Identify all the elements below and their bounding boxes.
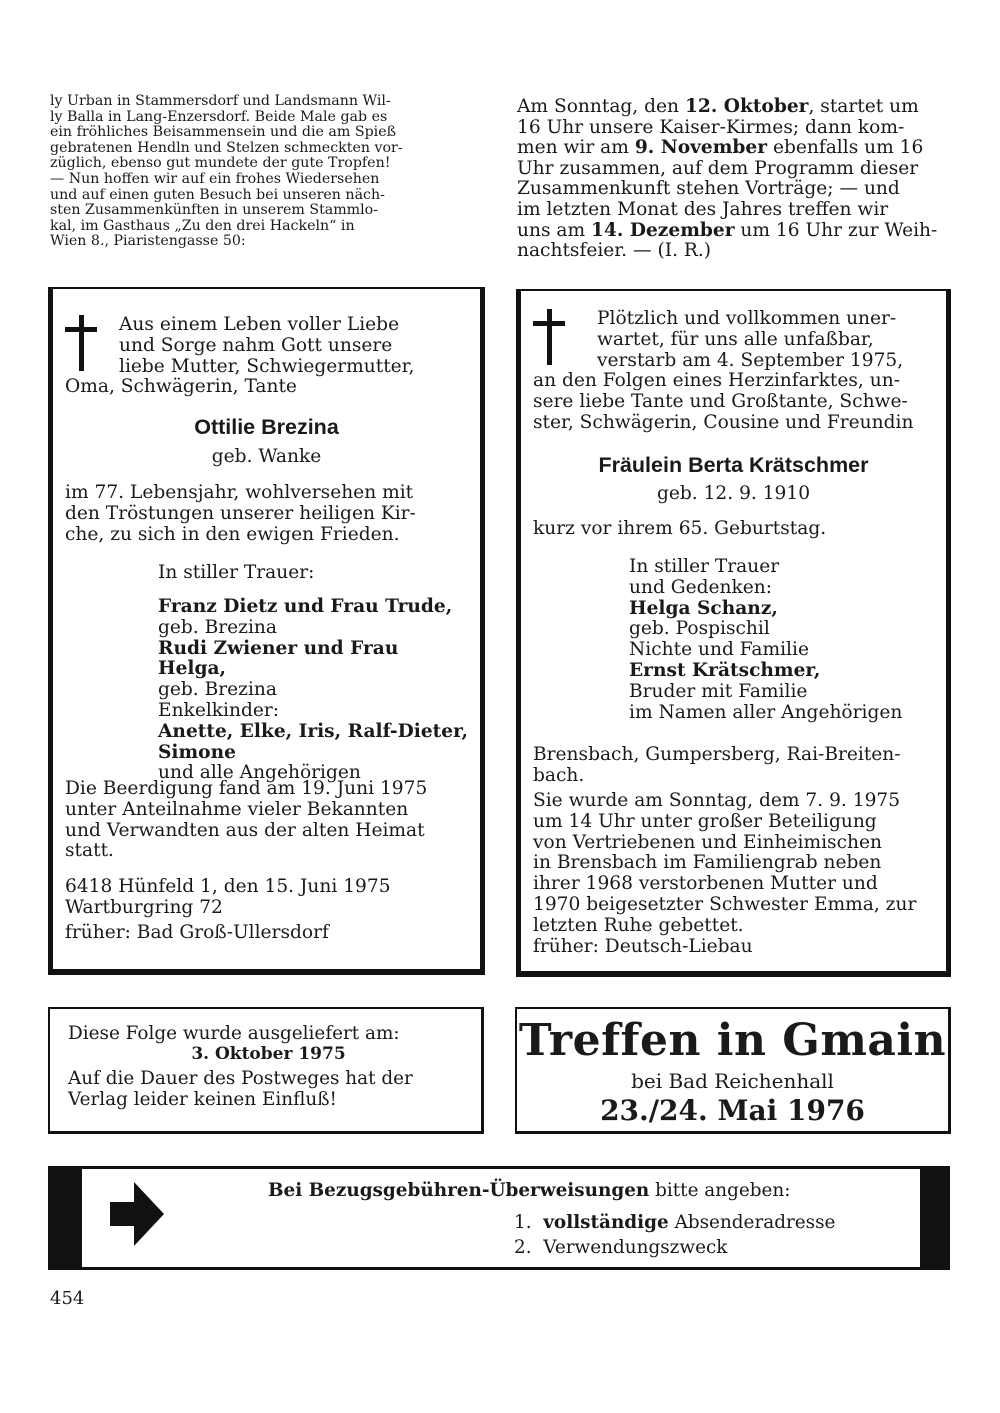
page-number: 454 [50, 1288, 85, 1309]
mourner-line: geb. Brezina [158, 616, 277, 638]
intro-line: wartet, für uns alle unfaßbar, [597, 328, 874, 350]
text-line: im letzten Monat des Jahres treffen wir [517, 198, 889, 220]
deceased-name: Ottilie Brezina [194, 415, 339, 439]
intro-line: liebe Mutter, Schwiegermutter, [119, 355, 415, 377]
mourner-line: Nichte und Familie [629, 639, 809, 661]
divider [48, 1267, 950, 1270]
text-line: Uhr zusammen, auf dem Programm dieser [517, 157, 919, 179]
mourner-line: In stiller Trauer [629, 556, 780, 577]
event-notice [515, 1007, 951, 1134]
maiden-name: geb. Wanke [211, 446, 322, 467]
mourners-list [629, 557, 934, 723]
intro-line: ster, Schwägerin, Cousine und Freundin [533, 411, 914, 433]
text-line: und Verwandten aus der alten Heimat [65, 819, 425, 841]
text-line: ein fröhliches Beisammensein und die am Spieß [50, 124, 397, 141]
payment-heading: Bei Bezugsgebühren-Überweisungen bitte angeben: [268, 1180, 791, 1201]
top-right-paragraph [517, 97, 951, 262]
former-residence: früher: Deutsch-Liebau [533, 935, 753, 957]
mourner-line: Helga Schanz, [629, 597, 778, 619]
text-line: um 14 Uhr unter großer Beteiligung [533, 810, 877, 832]
intro-line: Plötzlich und vollkommen uner- [597, 308, 897, 329]
notice-line: Auf die Dauer des Postweges hat der [68, 1068, 413, 1089]
intro-line: sere liebe Tante und Großtante, Schwe- [533, 391, 908, 413]
text-line: nachtsfeier. — (I. R.) [517, 240, 712, 262]
top-left-paragraph [50, 94, 482, 250]
text-line: Wien 8., Piaristengasse 50: [50, 233, 246, 250]
mourner-line: und alle Angehörigen [158, 762, 361, 784]
text-line: Am Sonntag, den 12. Oktober, startet um [517, 96, 919, 117]
mourner-line: Franz Dietz und Frau Trude, [158, 596, 453, 617]
former-residence: früher: Bad Groß-Ullersdorf [65, 922, 329, 943]
intro-line: Aus einem Leben voller Liebe [119, 314, 400, 335]
birth-date: geb. 12. 9. 1910 [656, 483, 811, 504]
mourner-line: Ernst Krätschmer, [629, 659, 821, 681]
text-line: kal, im Gasthaus „Zu den drei Hackeln“ in [50, 217, 355, 234]
text-line: im 77. Lebensjahr, wohlversehen mit [65, 482, 414, 503]
text-line: und auf einen guten Besuch bei unseren näch- [50, 186, 385, 203]
intro-line: Oma, Schwägerin, Tante [65, 376, 297, 398]
mourner-line: im Namen aller Angehörigen [629, 701, 903, 723]
text-line: von Vertriebenen und Einheimischen [533, 831, 882, 853]
mourner-line: geb. Brezina [158, 679, 277, 701]
mourning-label: In stiller Trauer: [158, 562, 315, 583]
text-line: Die Beerdigung fand am 19. Juni 1975 [65, 778, 428, 799]
text-line: den Tröstungen unserer heiligen Kir- [65, 502, 416, 524]
mourners-list [158, 597, 468, 784]
mourner-line: und Gedenken: [629, 576, 773, 598]
text-line: in Brensbach im Familiengrab neben [533, 852, 882, 874]
deceased-name: Fräulein Berta Krätschmer [598, 453, 869, 477]
text-line: ly Balla in Lang-Enzersdorf. Beide Male gab es [50, 108, 388, 125]
arrow-right-icon [110, 1182, 166, 1246]
obituary-brezina [48, 287, 485, 975]
text-line: Brensbach, Gumpersberg, Rai-Breiten- [533, 744, 901, 765]
text-line: 1970 beigesetzter Schwester Emma, zur [533, 893, 917, 915]
notice-line: Verlag leider keinen Einfluß! [68, 1089, 337, 1110]
address-line: 6418 Hünfeld 1, den 15. Juni 1975 [65, 876, 391, 897]
event-title: Treffen in Gmain [518, 1015, 947, 1066]
text-line: ly Urban in Stammersdorf und Landsmann Wil- [50, 93, 391, 109]
address-line: Wartburgring 72 [65, 896, 223, 918]
obituary-kraetschmer [516, 289, 951, 977]
text-line: gebratenen Hendln und Stelzen schmeckten vor- [50, 139, 403, 156]
payment-list [514, 1210, 914, 1260]
delivery-notice [48, 1007, 484, 1134]
mourner-line: Anette, Elke, Iris, Ralf-Dieter, [158, 720, 468, 742]
mourner-line: Bruder mit Familie [629, 680, 808, 702]
notice-line: Diese Folge wurde ausgeliefert am: [68, 1023, 400, 1044]
text-line: sten Zusammenkünften in unserem Stammlo- [50, 202, 379, 219]
delivery-date: 3. Oktober 1975 [191, 1044, 346, 1064]
black-bar [920, 1166, 950, 1270]
list-item: 1. vollständige Absenderadresse [514, 1212, 836, 1233]
mourner-line: Simone [158, 741, 236, 763]
text-line: 16 Uhr unsere Kaiser-Kirmes; dann kom- [517, 116, 905, 138]
text-line: züglich, ebenso gut mundete der gute Tropfen! [50, 155, 391, 172]
intro-line: und Sorge nahm Gott unsere [119, 334, 393, 356]
text-line: che, zu sich in den ewigen Frieden. [65, 523, 400, 545]
text-line: statt. [65, 840, 114, 862]
text-line: Sie wurde am Sonntag, dem 7. 9. 1975 [533, 790, 901, 811]
event-date: 23./24. Mai 1976 [600, 1094, 865, 1127]
text-line: uns am 14. Dezember um 16 Uhr zur Weih- [517, 219, 938, 241]
mourner-line: Rudi Zwiener und Frau Helga, [158, 637, 399, 680]
text-line: men wir am 9. November ebenfalls um 16 [517, 137, 924, 159]
divider [48, 1166, 950, 1169]
list-item: 2. Verwendungszweck [514, 1237, 728, 1258]
text-line: bach. [533, 764, 585, 786]
black-bar [48, 1166, 82, 1270]
text-line: Zusammenkunft stehen Vorträge; — und [517, 178, 900, 200]
intro-line: an den Folgen eines Herzinfarktes, un- [533, 370, 900, 392]
text-line: unter Anteilnahme vieler Bekannten [65, 798, 409, 820]
mourner-line: geb. Pospischil [629, 618, 770, 640]
text-line: letzten Ruhe gebettet. [533, 914, 744, 936]
age-text: kurz vor ihrem 65. Geburtstag. [533, 518, 827, 539]
intro-line: verstarb am 4. September 1975, [597, 349, 904, 371]
payment-notice [48, 1166, 950, 1270]
mourner-line: Enkelkinder: [158, 699, 280, 721]
event-subtitle: bei Bad Reichenhall [631, 1069, 834, 1093]
text-line: ihrer 1968 verstorbenen Mutter und [533, 873, 878, 895]
text-line: — Nun hoffen wir auf ein frohes Wiedersehen [50, 170, 380, 187]
